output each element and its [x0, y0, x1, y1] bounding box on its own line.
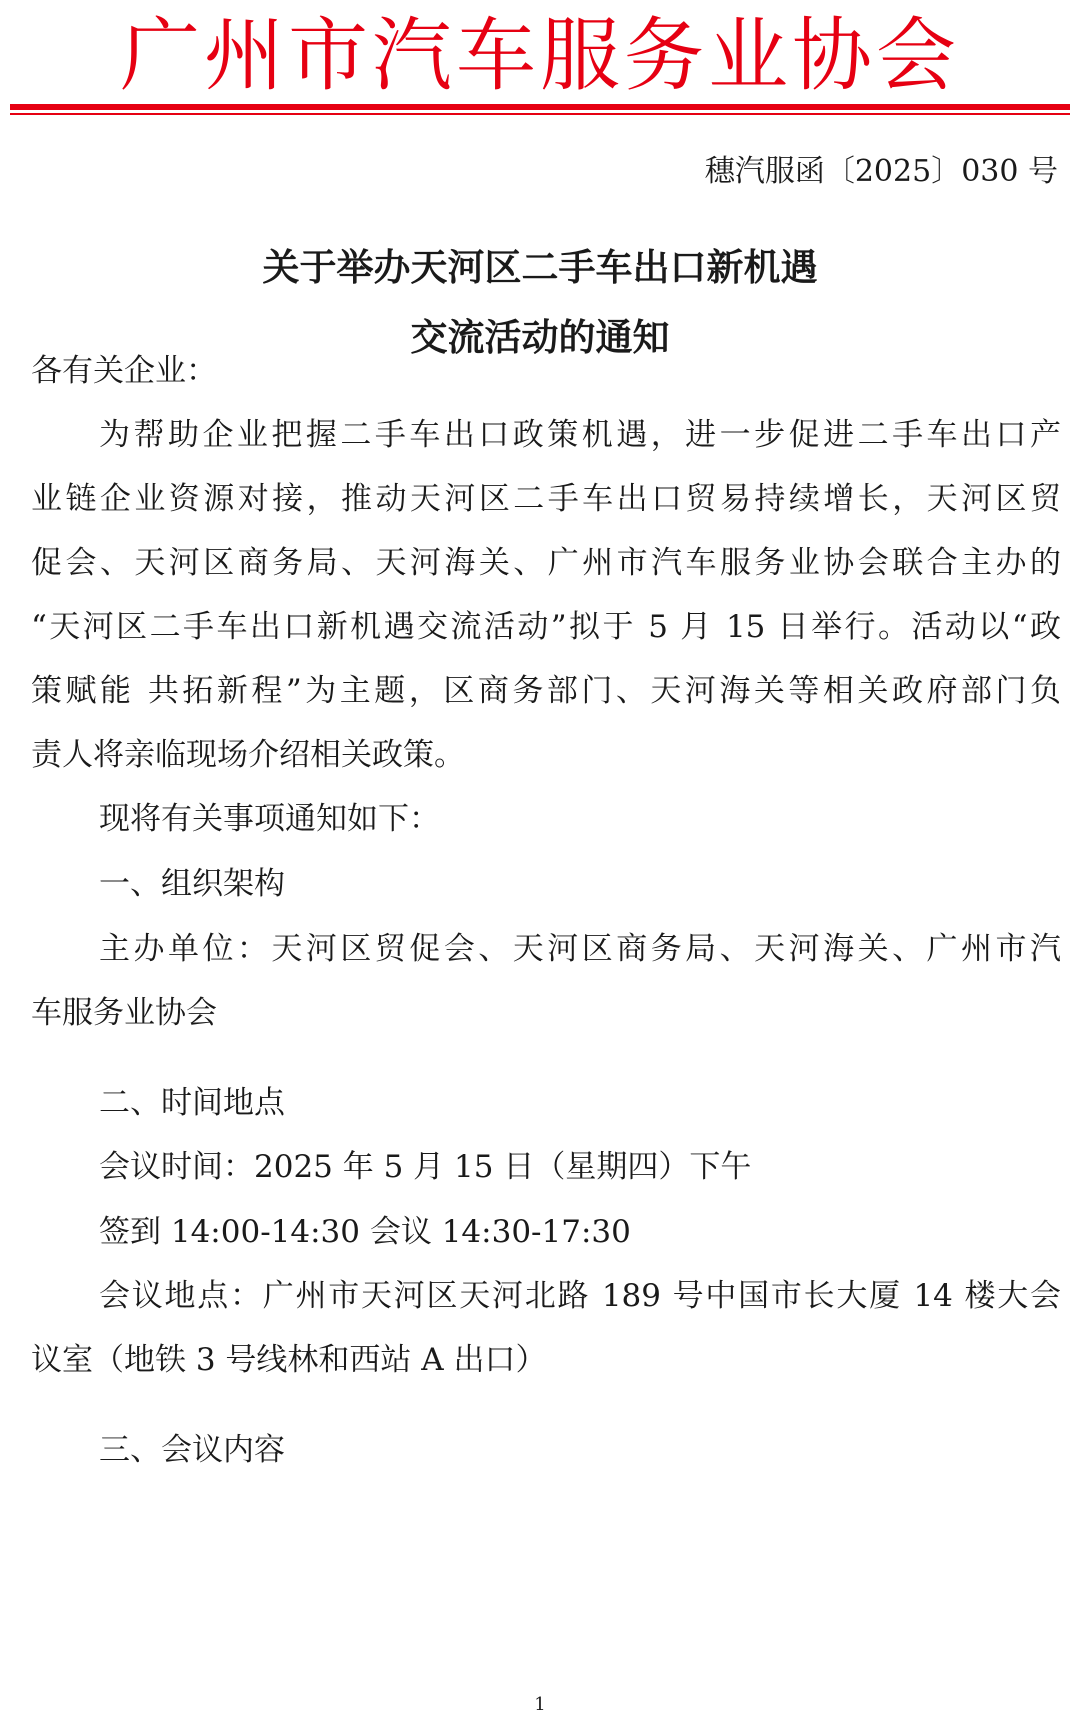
organizers-line: 车服务业协会: [31, 995, 217, 1031]
intro-line: 业链企业资源对接，推动天河区二手车出口贸易持续增长，天河区贸: [31, 481, 1061, 517]
letterhead-rule-thick: [10, 104, 1070, 110]
meeting-time: 会议时间：2025 年 5 月 15 日（星期四）下午: [99, 1149, 752, 1185]
organizers-line: 主办单位：天河区贸促会、天河区商务局、天河海关、广州市汽: [99, 931, 1061, 967]
document-number: 穗汽服函〔2025〕030 号: [704, 154, 1058, 189]
section-heading: 一、组织架构: [99, 866, 285, 902]
meeting-schedule: 签到 14:00-14:30 会议 14:30-17:30: [99, 1214, 631, 1250]
page-number: 1: [534, 1694, 546, 1715]
org-name: 广州市汽车服务业协会: [120, 9, 960, 102]
section-heading: 二、时间地点: [99, 1085, 285, 1121]
meeting-place: 会议地点：广州市天河区天河北路 189 号中国市长大厦 14 楼大会: [99, 1278, 1061, 1314]
intro-line: “天河区二手车出口新机遇交流活动”拟于 5 月 15 日举行。活动以“政: [31, 609, 1061, 645]
intro-line: 促会、天河区商务局、天河海关、广州市汽车服务业协会联合主办的: [31, 545, 1061, 581]
document-title-line-1: 关于举办天河区二手车出口新机遇: [262, 246, 818, 289]
intro-line: 策赋能 共拓新程”为主题，区商务部门、天河海关等相关政府部门负: [31, 673, 1061, 709]
notice-lead: 现将有关事项通知如下：: [99, 801, 440, 837]
section-heading: 三、会议内容: [99, 1432, 285, 1468]
intro-line: 责人将亲临现场介绍相关政策。: [31, 737, 465, 773]
meeting-place: 议室（地铁 3 号线林和西站 A 出口）: [31, 1342, 547, 1378]
intro-line: 为帮助企业把握二手车出口政策机遇，进一步促进二手车出口产: [99, 417, 1061, 453]
salutation: 各有关企业：: [31, 353, 217, 389]
letterhead-rule-thin: [10, 113, 1070, 115]
document-title-line-2: 交流活动的通知: [410, 316, 670, 359]
